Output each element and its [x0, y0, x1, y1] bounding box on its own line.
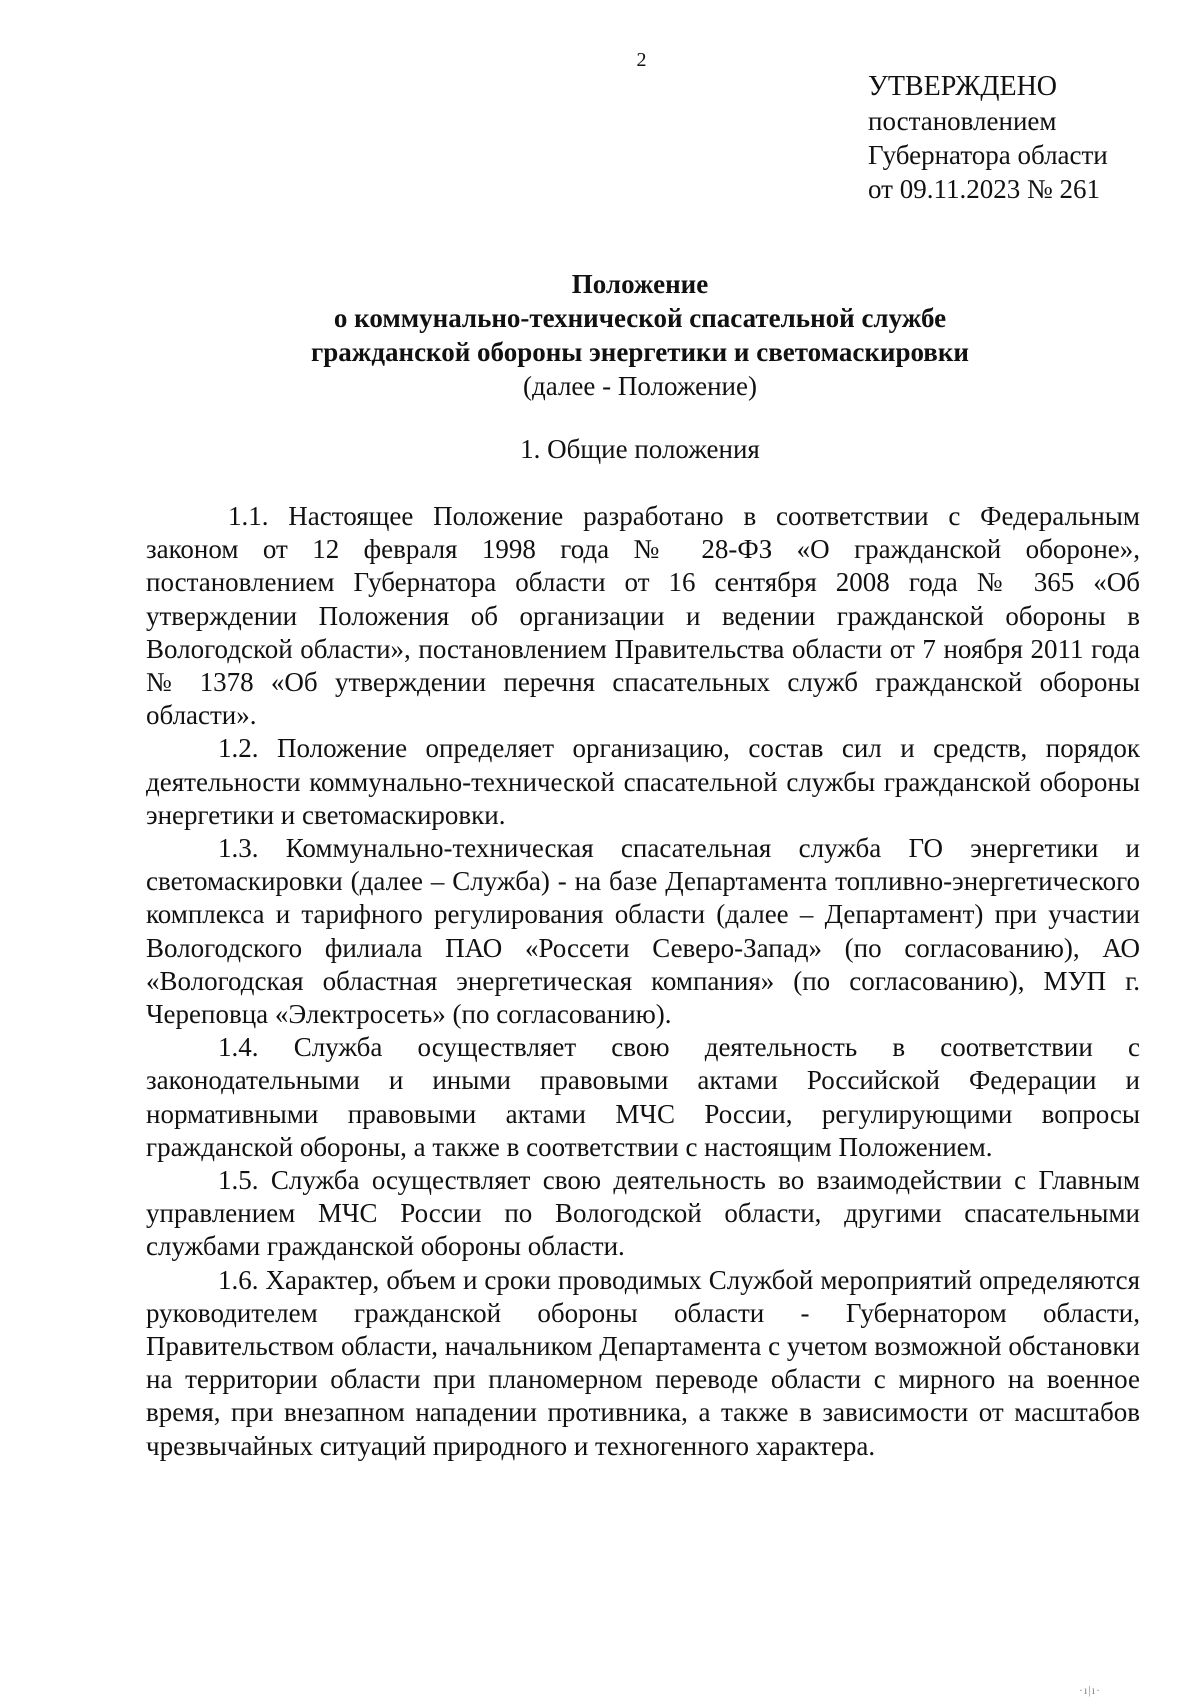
page-number: 2: [636, 49, 647, 71]
approval-stamp-block: [868, 70, 1168, 206]
section-body: [146, 500, 1140, 1463]
paragraph-1-2: 1.2. Положение определяет организацию, состав сил и средств, порядок деятельности коммунально-технической спасательной службы гражданской обороны энергетики и светомаскировки.: [146, 733, 1140, 830]
document-title: [120, 267, 1160, 403]
scan-artifact-mark: ·ı|ı·: [1079, 1683, 1102, 1697]
approval-line-date-number: от 09.11.2023 № 261: [868, 174, 1100, 204]
paragraph-1-4: 1.4. Служба осуществляет свою деятельность в соответствии с законодательными и иными правовыми актами Российской Федерации и нормативными правовыми актами МЧС России, регулирующими вопросы гражданской обороны, а также в соответствии с настоящим Положением.: [146, 1032, 1140, 1162]
approval-line-governor: Губернатора области: [868, 140, 1108, 170]
title-line-4: (далее - Положение): [523, 371, 757, 401]
paragraph-1-6: 1.6. Характер, объем и сроки проводимых Службой мероприятий определяются руководителем гражданской обороны области - Губернатором области, Правительством области, начальником Департамента с учетом возможной обстановки на территории области при планомерном переводе области с мирного на военное время, при внезапном нападении противника, а также в зависимости от масштабов чрезвычайных ситуаций природного и техногенного характера.: [146, 1264, 1140, 1461]
section-heading: 1. Общие положения: [520, 434, 760, 464]
paragraph-1-5: 1.5. Служба осуществляет свою деятельность во взаимодействии с Главным управлением МЧС России по Вологодской области, другими спасательными службами гражданской обороны области.: [146, 1165, 1140, 1262]
title-line-3: гражданской обороны энергетики и светомаскировки: [311, 337, 969, 367]
paragraph-1-3: 1.3. Коммунально-техническая спасательная служба ГО энергетики и светомаскировки (далее – Служба) - на базе Департамента топливно-энергетического комплекса и тарифного регулирования области (далее – Департамент) при участии Вологодского филиала ПАО «Россети Северо-Запад» (по согласованию), АО «Вологодская областная энергетическая компания» (по согласованию), МУП г. Череповца «Электросеть» (по согласованию).: [146, 833, 1140, 1030]
approval-line-approved: УТВЕРЖДЕНО: [868, 71, 1058, 102]
title-line-2: о коммунально-технической спасательной службе: [333, 303, 947, 333]
paragraph-1-1: 1.1. Настоящее Положение разработано в соответствии с Федеральным законом от 12 февраля 1998 года № 28-ФЗ «О гражданской обороне», постановлением Губернатора области от 16 сентября 2008 года № 365 «Об утверждении Положения об организации и ведении гражданской обороны в Вологодской области», постановлением Правительства области от 7 ноября 2011 года № 1378 «Об утверждении перечня спасательных служб гражданской обороны области».: [146, 501, 1140, 731]
approval-line-decree: постановлением: [868, 106, 1057, 136]
title-line-1: Положение: [571, 269, 709, 299]
